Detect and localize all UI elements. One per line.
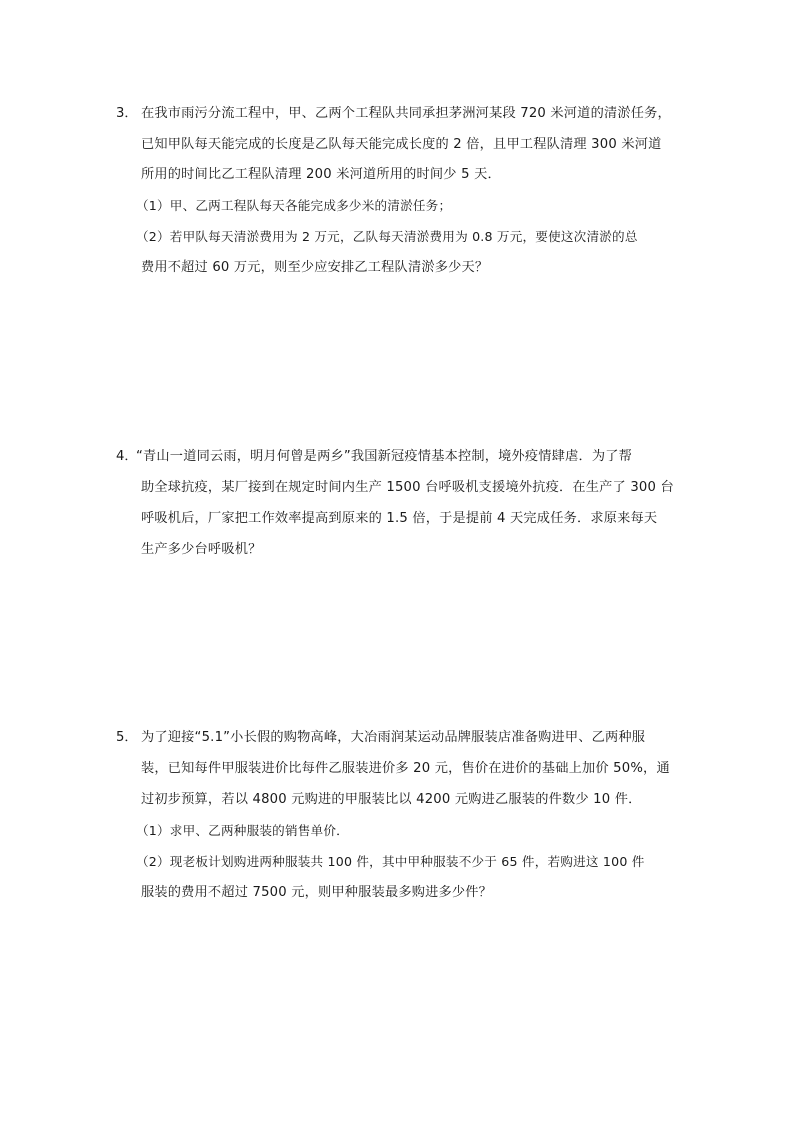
sub-question: （1）求甲、乙两种服装的销售单价． <box>136 823 349 838</box>
problem-text-line: 所用的时间比乙工程队清理 200 米河道所用的时间少 5 天． <box>141 167 501 182</box>
sub-question: （2）现老板计划购进两种服装共 100 件，其中甲种服装不少于 65 件，若购进这 100 件 <box>136 854 645 869</box>
problem-text-line: 生产多少台呼吸机？ <box>141 542 262 557</box>
problem-text-line: 呼吸机后，厂家把工作效率提高到原来的 1.5 倍，于是提前 4 天完成任务．求原来每天 <box>141 511 658 526</box>
sub-question-continued: 服装的费用不超过 7500 元，则甲种服装最多购进多少件？ <box>141 885 493 900</box>
problem-text-line: 在我市雨污分流工程中，甲、乙两个工程队共同承担茅洲河某段 720 米河道的清淤任务， <box>141 106 671 121</box>
problem-text-line: 已知甲队每天能完成的长度是乙队每天能完成长度的 2 倍，且甲工程队清理 300 米河道 <box>141 137 662 152</box>
problem-number: 5． <box>116 730 138 745</box>
sub-question: （1）甲、乙两工程队每天各能完成多少米的清淤任务； <box>136 198 452 213</box>
problem-text-line: 助全球抗疫，某厂接到在规定时间内生产 1500 台呼吸机支援境外抗疫．在生产了 300 台 <box>141 480 674 495</box>
sub-question: （2）若甲队每天清淤费用为 2 万元，乙队每天清淤费用为 0.8 万元，要使这次清淤的总 <box>136 229 638 244</box>
problem-text-line: 过初步预算，若以 4800 元购进的甲服装比以 4200 元购进乙服装的件数少 10 件． <box>141 792 642 807</box>
problem-text-line: 装，已知每件甲服装进价比每件乙服装进价多 20 元，售价在进价的基础上加价 50%，通 <box>141 761 670 776</box>
sub-question-continued: 费用不超过 60 万元，则至少应安排乙工程队清淤多少天？ <box>141 260 489 275</box>
problem-number: 3． <box>116 106 138 121</box>
problem-text-line: “青山一道同云雨，明月何曾是两乡”我国新冠疫情基本控制，境外疫情肆虐．为了帮 <box>136 449 633 464</box>
problem-text-line: 为了迎接“5.1”小长假的购物高峰，大冶雨润某运动品牌服装店准备购进甲、乙两种服 <box>141 730 646 745</box>
problem-number: 4． <box>116 449 138 464</box>
